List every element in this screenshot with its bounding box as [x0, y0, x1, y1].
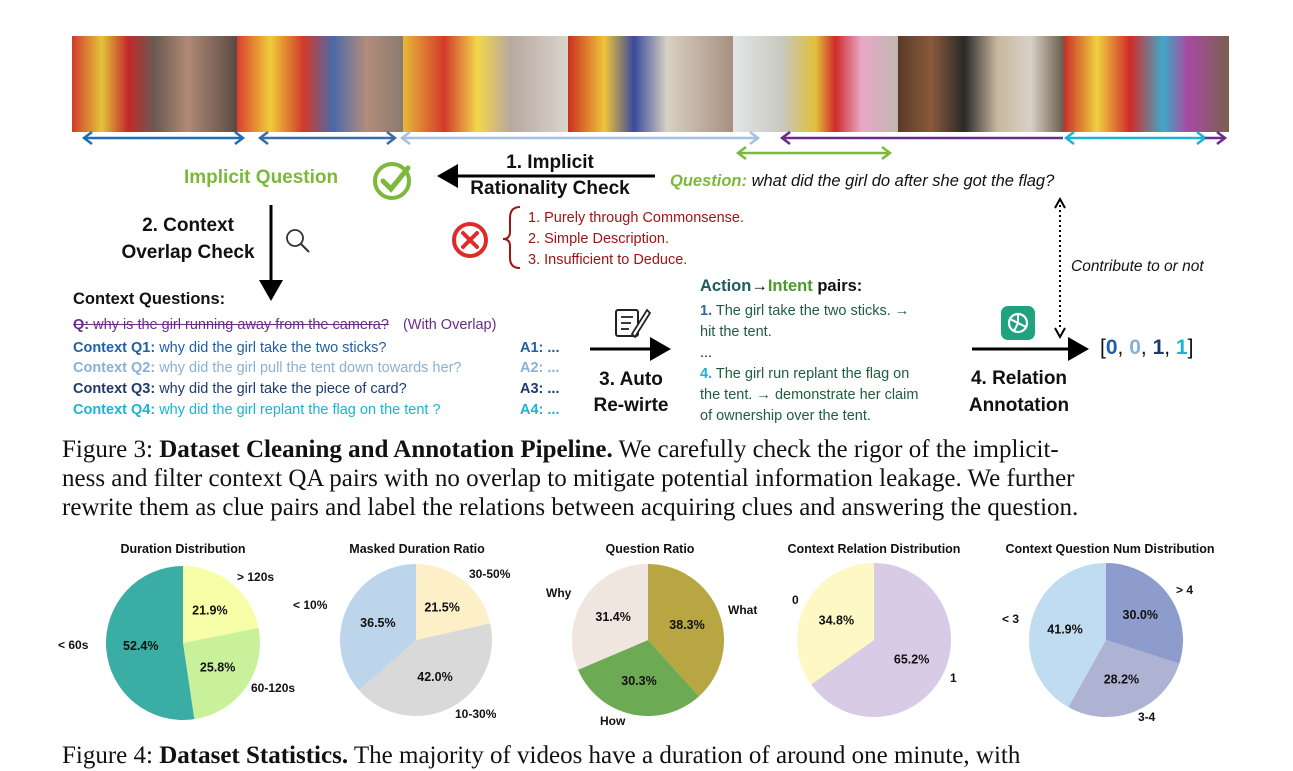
- step3-line1: 3. Auto: [599, 369, 663, 390]
- step1-label: [440, 150, 660, 202]
- pie1-title: Duration Distribution: [120, 542, 246, 556]
- arrow-contribute-head-bottom: [1055, 328, 1065, 337]
- context-q3-label: Context Q3:: [73, 381, 156, 397]
- pie2-label-3: 10-30%: [455, 707, 497, 721]
- caption3-line2: ness and filter context QA pairs with no overlap to mitigate potential information leakage. We further: [62, 465, 1075, 492]
- pair-1-line2: hit the tent.: [700, 324, 772, 340]
- step3-line2: Re-wirte: [593, 395, 669, 416]
- caption4-prefix: Figure 4:: [62, 742, 160, 769]
- pie3-value-3: 30.3%: [621, 673, 657, 688]
- pair-4-text: The girl run replant the flag on: [712, 366, 910, 382]
- magnifier-icon: [284, 227, 312, 255]
- caption4-bold: Dataset Statistics.: [159, 742, 349, 769]
- relation-value-2: 0: [1129, 336, 1141, 359]
- caption3-prefix: Figure 3:: [62, 436, 160, 463]
- struck-question: [73, 317, 496, 333]
- pairs-title: [700, 277, 862, 296]
- pie3-value-1: 31.4%: [595, 609, 631, 624]
- question-segment: [738, 147, 890, 159]
- pie-charts: [0, 555, 1293, 730]
- step4-line1: 4. Relation: [970, 368, 1068, 389]
- caption3-bold: Dataset Cleaning and Annotation Pipeline.: [159, 436, 613, 463]
- step2-line2: Overlap Check: [121, 242, 255, 263]
- pie2-title: Masked Duration Ratio: [349, 542, 485, 556]
- reject-reasons: [528, 208, 744, 271]
- timeline-segment-4: [782, 132, 1063, 144]
- question-body: what did the girl do after she got the flag?: [747, 172, 1055, 190]
- relation-value-1: 0: [1105, 336, 1118, 359]
- pair-1-text: The girl take the two sticks. →: [712, 303, 910, 319]
- pairs-intent: Intent: [767, 277, 813, 295]
- pair-4-num: 4.: [700, 366, 713, 382]
- pie5-value-3: 28.2%: [1103, 672, 1140, 687]
- context-q2-label: Context Q2:: [73, 360, 156, 376]
- context-questions-title: Context Questions:: [73, 290, 226, 308]
- context-q4: [73, 402, 441, 418]
- caption3-line1: [62, 435, 1242, 464]
- context-q1-text: why did the girl take the two sticks?: [155, 340, 387, 356]
- pie2-value-3: 42.0%: [417, 670, 453, 685]
- step1-line1: 1. Implicit: [506, 152, 594, 173]
- with-overlap-note: (With Overlap): [402, 317, 497, 333]
- pie1-label-2: > 120s: [237, 570, 275, 584]
- pie3-label-1: Why: [546, 586, 572, 600]
- step4-label: [964, 365, 1074, 419]
- llm-icon: [1001, 306, 1035, 340]
- caption4-text: The majority of videos have a duration of around one minute, with: [348, 742, 1021, 769]
- pairs-list: [700, 301, 918, 427]
- context-q4-text: why did the girl replant the flag on the tent ?: [155, 402, 441, 418]
- step1-line2: Rationality Check: [470, 178, 630, 199]
- pie2-value-2: 21.5%: [424, 600, 460, 615]
- context-q1-label: Context Q1:: [73, 340, 156, 356]
- pie2-label-1: < 10%: [293, 598, 328, 612]
- timeline-segment-6: [1205, 132, 1225, 144]
- implicit-question-label: Implicit Question: [184, 167, 339, 188]
- question-prefix: Question:: [670, 172, 747, 190]
- pie1-value-2: 21.9%: [192, 603, 228, 618]
- pie4-label-1: 0: [792, 593, 799, 607]
- pair-1-num: 1.: [700, 303, 713, 319]
- context-q1: [73, 340, 386, 356]
- pie1-label-1: < 60s: [58, 638, 89, 652]
- caption3-text1: We carefully check the rigor of the implicit-: [612, 436, 1059, 463]
- relation-close: ]: [1187, 336, 1194, 359]
- pie5-label-1: < 3: [1002, 612, 1020, 626]
- pie2-label-2: 30-50%: [469, 567, 511, 581]
- pie3-label-3: How: [600, 714, 626, 728]
- pie5-value-1: 41.9%: [1047, 622, 1083, 637]
- pair-4-line1: [700, 364, 918, 385]
- context-a2: A2: ...: [520, 360, 560, 376]
- pie1-value-3: 25.8%: [199, 660, 236, 675]
- pie1-value-1: 52.4%: [123, 639, 159, 654]
- caption3-line3: rewrite them as clue pairs and label the relations between acquiring clues and answering the question.: [62, 494, 1079, 521]
- pie3-label-2: What: [728, 603, 758, 617]
- pie1-label-3: 60-120s: [251, 681, 296, 695]
- step2-line1: 2. Context: [142, 215, 234, 236]
- relation-value-4: 1: [1175, 336, 1188, 359]
- struck-question-text: [73, 317, 389, 333]
- step3-label: [588, 367, 674, 419]
- reject-reason-3: 3. Insufficient to Deduce.: [528, 252, 688, 268]
- pairs-arrow: →: [751, 277, 768, 295]
- context-q2: [73, 360, 461, 376]
- timeline-segment-2: [260, 132, 395, 144]
- pie4-title: Context Relation Distribution: [787, 542, 961, 556]
- context-q4-label: Context Q4:: [73, 402, 156, 418]
- contribute-label: Contribute to or not: [1071, 258, 1204, 275]
- step2-label: [108, 212, 268, 266]
- context-q3-text: why did the girl take the piece of card?: [155, 381, 407, 397]
- pie3-value-2: 38.3%: [669, 617, 705, 632]
- timeline-segment-1: [84, 132, 243, 144]
- pair-1-line1: [700, 301, 918, 322]
- pie4-label-2: 1: [950, 671, 957, 685]
- pie4-value-1: 34.8%: [818, 613, 855, 628]
- pie4-value-2: 65.2%: [893, 652, 930, 667]
- pie5-title: Context Question Num Distribution: [1005, 542, 1215, 556]
- reject-icon: [451, 221, 491, 261]
- struck-q-label: Q:: [73, 317, 90, 333]
- reject-reason-1: 1. Purely through Commonsense.: [528, 210, 744, 226]
- pair-4-line3: of ownership over the tent.: [700, 408, 871, 424]
- pie2-value-1: 36.5%: [360, 615, 396, 630]
- reject-brace: [503, 207, 520, 268]
- pairs-rest: pairs:: [812, 277, 863, 295]
- step4-line2: Annotation: [968, 395, 1070, 416]
- pie5-value-2: 30.0%: [1122, 608, 1158, 623]
- question-text: [670, 172, 1054, 191]
- figure4-caption: [62, 741, 1020, 770]
- relation-value-3: 1: [1152, 336, 1165, 359]
- context-q3: [73, 381, 407, 397]
- timeline-segment-3: [402, 132, 758, 144]
- figure3-caption: [62, 435, 1242, 522]
- pie5-label-3: 3-4: [1138, 710, 1156, 724]
- check-icon: [372, 160, 414, 202]
- pair-ellipsis: ...: [700, 345, 713, 361]
- reject-reason-2: 2. Simple Description.: [528, 231, 670, 247]
- timeline-segment-5: [1066, 132, 1205, 144]
- context-a4: A4: ...: [520, 402, 560, 418]
- pair-4-line2: the tent. → demonstrate her claim: [700, 387, 919, 403]
- relation-vector: [0, 0, 1, 1]: [1100, 336, 1194, 359]
- pie3-title: Question Ratio: [605, 542, 695, 556]
- struck-q-body: why is the girl running away from the camera?: [89, 317, 389, 333]
- context-a3: A3: ...: [520, 381, 560, 397]
- pie5-label-2: > 4: [1176, 583, 1194, 597]
- edit-note-icon: [612, 304, 652, 340]
- relation-open: [: [1100, 336, 1106, 359]
- pairs-action: Action: [700, 277, 752, 295]
- context-a1: A1: ...: [520, 340, 560, 356]
- context-q2-text: why did the girl pull the tent down towards her?: [155, 360, 462, 376]
